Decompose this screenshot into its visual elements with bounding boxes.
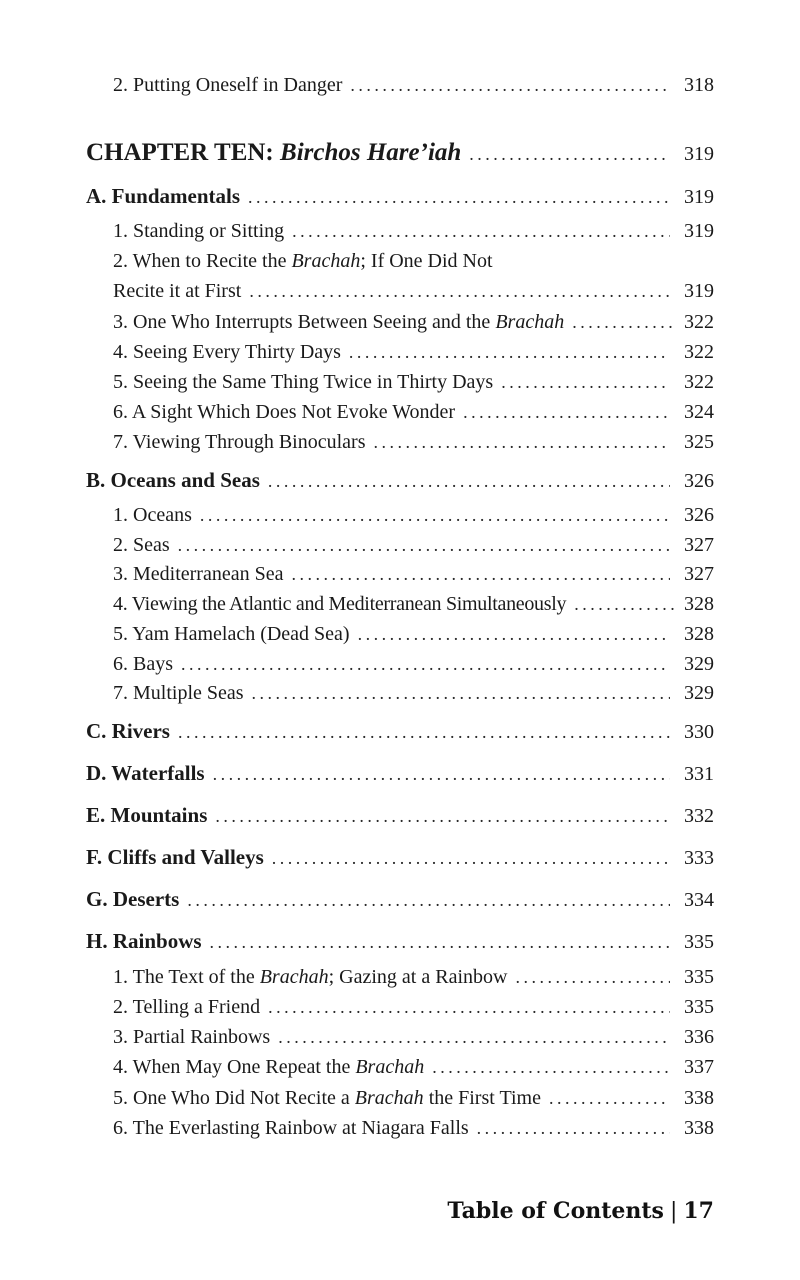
toc-entry[interactable] (113, 561, 714, 587)
toc-entry[interactable] (113, 278, 714, 304)
section-label: D. Waterfalls (86, 761, 205, 785)
dot-leader (572, 309, 676, 335)
section-label: G. Deserts (86, 887, 180, 911)
footer-separator: | (669, 1199, 678, 1224)
toc-page-number: 322 (684, 371, 714, 393)
label-italic: Brachah (291, 250, 361, 272)
label-text: 4. When May One Repeat the (113, 1056, 356, 1078)
toc-section-b[interactable] (86, 467, 714, 494)
toc-entry-label: 1. Oceans (113, 504, 192, 526)
toc-section-c[interactable] (86, 718, 714, 745)
toc-page-number: 332 (684, 805, 714, 827)
toc-entry-label: 3. Mediterranean Sea (113, 563, 284, 585)
toc-entry-label (113, 1085, 541, 1111)
toc-page-number: 329 (684, 653, 714, 675)
toc-entry[interactable] (113, 502, 714, 528)
toc-page-number: 322 (684, 311, 714, 333)
toc-entry[interactable] (113, 532, 714, 558)
label-text: 2. When to Recite the (113, 250, 292, 272)
dot-leader (278, 1024, 670, 1050)
toc-page-number: 326 (684, 504, 714, 526)
toc-entry[interactable] (113, 591, 714, 617)
dot-leader (181, 651, 670, 677)
toc-entry[interactable] (113, 1115, 714, 1141)
toc-entry-label: 5. Yam Hamelach (Dead Sea) (113, 623, 350, 645)
toc-entry-label: 2. Putting Oneself in Danger (113, 74, 343, 96)
toc-section-d[interactable] (86, 760, 714, 787)
section-label: F. Cliffs and Valleys (86, 845, 264, 869)
dot-leader (349, 339, 670, 365)
toc-entry[interactable] (113, 680, 714, 706)
label-text: 5. One Who Did Not Recite a (113, 1087, 355, 1109)
dot-leader (373, 429, 670, 455)
dot-leader (515, 964, 670, 990)
toc-page-number: 326 (684, 470, 714, 492)
section-label: E. Mountains (86, 803, 208, 827)
toc-entry[interactable] (113, 994, 714, 1020)
chapter-title-italic: Birchos Hare’iah (280, 139, 462, 166)
toc-entry[interactable] (113, 1085, 714, 1111)
toc-page-number: 338 (684, 1087, 714, 1109)
label-italic: Brachah (354, 1087, 424, 1109)
toc-page-number: 334 (684, 889, 714, 911)
toc-entry[interactable] (113, 369, 714, 395)
toc-entry[interactable] (113, 399, 714, 425)
label-text: the First Time (423, 1087, 541, 1109)
dot-leader (358, 621, 670, 647)
dot-leader (210, 929, 670, 955)
toc-page-number: 333 (684, 847, 714, 869)
toc-page-number: 335 (684, 966, 714, 988)
toc-entry-label: 4. Seeing Every Thirty Days (113, 341, 341, 363)
chapter-title (86, 140, 461, 166)
toc-page-number: 327 (684, 534, 714, 556)
toc-entry-label: 2. Seas (113, 534, 170, 556)
dot-leader (463, 399, 670, 425)
toc-entry-label (113, 964, 507, 990)
section-label: A. Fundamentals (86, 184, 241, 208)
dot-leader (469, 141, 670, 167)
toc-entry[interactable] (113, 309, 714, 335)
dot-leader (213, 761, 670, 787)
toc-page-number: 322 (684, 341, 714, 363)
label-text: 3. One Who Interrupts Between Seeing and the (113, 311, 496, 333)
section-label: C. Rivers (86, 719, 170, 743)
toc-entry-label: 3. Partial Rainbows (113, 1026, 271, 1048)
toc-page-number: 337 (684, 1056, 714, 1078)
toc-section-f[interactable] (86, 844, 714, 871)
toc-entry[interactable] (113, 964, 714, 990)
toc-entry[interactable] (113, 339, 714, 365)
dot-leader (432, 1054, 670, 1080)
dot-leader (350, 72, 670, 98)
toc-page-number: 319 (684, 280, 714, 302)
toc-entry[interactable] (113, 621, 714, 647)
toc-page-number: 319 (684, 186, 714, 208)
toc-entry-label-line1[interactable] (113, 248, 493, 274)
dot-leader (549, 1085, 670, 1111)
label-italic: Brachah (355, 1056, 425, 1078)
toc-entry-label: 1. Standing or Sitting (113, 220, 285, 242)
toc-entry[interactable] (113, 429, 714, 455)
toc-section-e[interactable] (86, 802, 714, 829)
section-label: B. Oceans and Seas (86, 468, 260, 492)
toc-entry-label: 5. Seeing the Same Thing Twice in Thirty Days (113, 371, 494, 393)
toc-entry[interactable] (113, 72, 714, 98)
chapter-heading[interactable] (86, 140, 714, 167)
dot-leader (291, 561, 670, 587)
toc-page-number: 330 (684, 721, 714, 743)
dot-leader (268, 994, 670, 1020)
toc-entry[interactable] (113, 1054, 714, 1080)
toc-page-number: 335 (684, 931, 714, 953)
label-text: ; Gazing at a Rainbow (328, 966, 508, 988)
toc-page-number: 336 (684, 1026, 714, 1048)
toc-entry-label: 7. Viewing Through Binoculars (113, 431, 366, 453)
toc-page-number: 324 (684, 401, 714, 423)
running-footer (447, 1198, 714, 1224)
label-italic: Brachah (259, 966, 329, 988)
dot-leader (252, 680, 670, 706)
toc-entry[interactable] (113, 218, 714, 244)
toc-page-number: 319 (684, 220, 714, 242)
dot-leader (187, 887, 670, 913)
dot-leader (200, 502, 670, 528)
chapter-prefix: CHAPTER TEN: (86, 139, 281, 166)
toc-page-number: 327 (684, 563, 714, 585)
dot-leader (574, 591, 676, 617)
toc-page-number: 338 (684, 1117, 714, 1139)
dot-leader (477, 1115, 670, 1141)
toc-section-g[interactable] (86, 886, 714, 913)
toc-page-number: 328 (684, 593, 714, 615)
toc-page-number: 318 (684, 74, 714, 96)
dot-leader (501, 369, 670, 395)
toc-entry-label: 6. A Sight Which Does Not Evoke Wonder (113, 401, 456, 423)
toc-entry[interactable] (113, 651, 714, 677)
toc-entry-label: 4. Viewing the Atlantic and Mediterranean Simultaneously (113, 593, 567, 615)
label-italic: Brachah (495, 311, 565, 333)
dot-leader (272, 845, 670, 871)
dot-leader (215, 803, 670, 829)
toc-entry-label (113, 1054, 424, 1080)
dot-leader (248, 184, 670, 210)
toc-page-number: 335 (684, 996, 714, 1018)
toc-page-number: 329 (684, 682, 714, 704)
folio-page-number: 17 (683, 1198, 714, 1224)
label-text: ; If One Did Not (360, 250, 493, 272)
dot-leader (178, 532, 670, 558)
dot-leader (178, 719, 670, 745)
toc-section-h[interactable] (86, 928, 714, 955)
toc-page-number: 328 (684, 623, 714, 645)
section-label: H. Rainbows (86, 929, 202, 953)
toc-entry-label: 6. The Everlasting Rainbow at Niagara Falls (113, 1117, 469, 1139)
toc-page-number: 325 (684, 431, 714, 453)
toc-entry-label: 6. Bays (113, 653, 173, 675)
label-text: 1. The Text of the (113, 966, 260, 988)
toc-entry-label: Recite it at First (113, 280, 242, 302)
toc-page-number: 331 (684, 763, 714, 785)
dot-leader (292, 218, 670, 244)
toc-entry[interactable] (113, 1024, 714, 1050)
dot-leader (268, 468, 670, 494)
toc-entry-label (113, 309, 564, 335)
toc-section-a[interactable] (86, 183, 714, 210)
toc-entry-label: 2. Telling a Friend (113, 996, 261, 1018)
toc-page-number: 319 (684, 143, 714, 165)
running-head-title: Table of Contents (447, 1198, 664, 1224)
toc-entry-label: 7. Multiple Seas (113, 682, 244, 704)
dot-leader (249, 278, 670, 304)
